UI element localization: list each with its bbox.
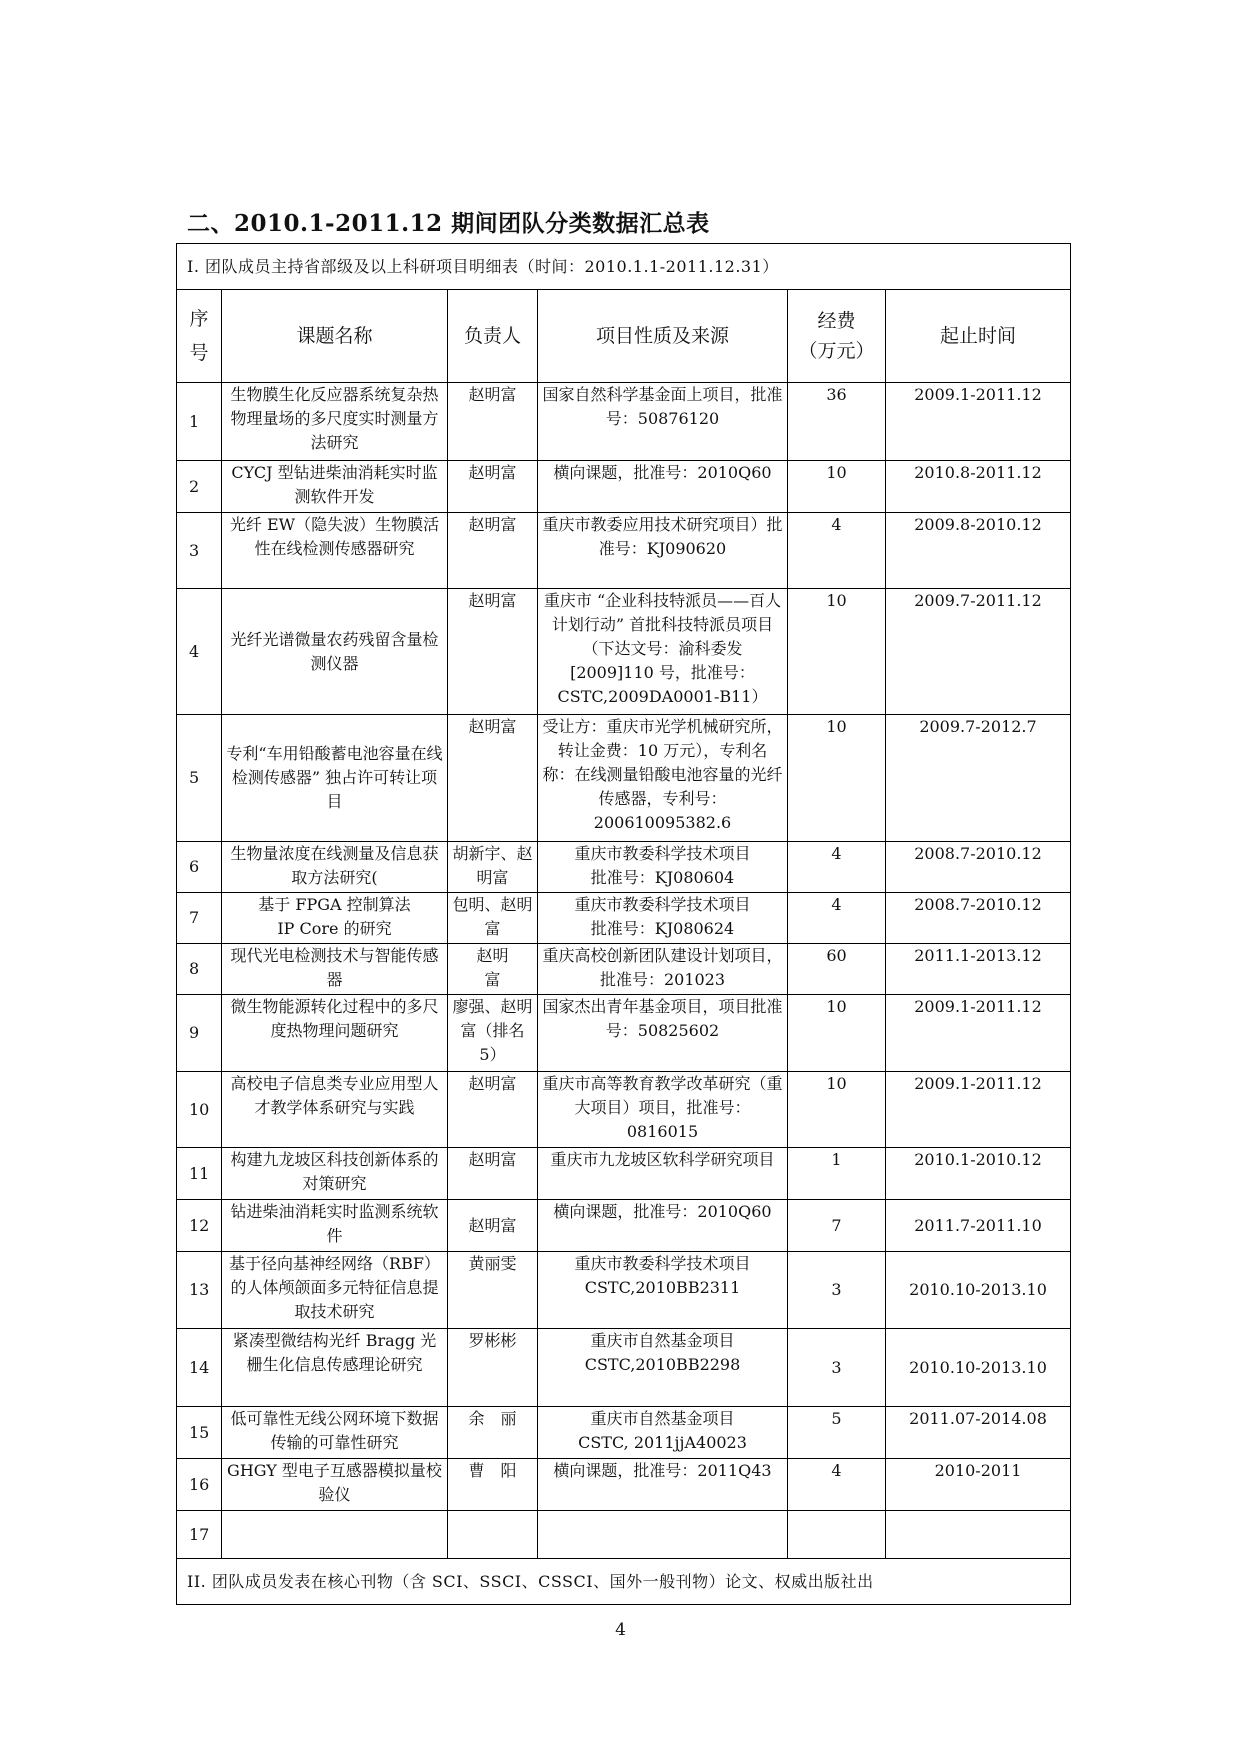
project-period: 2009.8-2010.12	[886, 513, 1071, 589]
row-number: 12	[177, 1200, 222, 1252]
project-period: 2010-2011	[886, 1459, 1071, 1511]
project-funding: 10	[788, 715, 886, 842]
project-source: 重庆市教委科学技术项目 批准号：KJ080604	[538, 842, 788, 893]
project-title: 生物量浓度在线测量及信息获取方法研究(	[222, 842, 448, 893]
table-row	[177, 383, 1071, 461]
header-row	[177, 290, 1071, 383]
table-row	[177, 1148, 1071, 1200]
row-number: 6	[177, 842, 222, 893]
project-source: 横向课题，批准号：2010Q60	[538, 461, 788, 513]
project-title	[222, 1511, 448, 1559]
project-funding: 36	[788, 383, 886, 461]
project-source: 国家杰出青年基金项目，项目批准号：50825602	[538, 995, 788, 1072]
row-number: 11	[177, 1148, 222, 1200]
project-source: 重庆市教委科学技术项目 批准号：KJ080624	[538, 893, 788, 944]
project-source: 重庆市高等教育教学改革研究（重大项目）项目，批准号：0816015	[538, 1072, 788, 1148]
section2-title: II. 团队成员发表在核心刊物（含 SCI、SSCI、CSSCI、国外一般刊物）论文、权威出版社出	[177, 1559, 1071, 1605]
project-source: 重庆市九龙坡区软科学研究项目	[538, 1148, 788, 1200]
row-number: 13	[177, 1252, 222, 1329]
project-period: 2010.10-2013.10	[886, 1252, 1071, 1329]
row-number: 9	[177, 995, 222, 1072]
project-title: 微生物能源转化过程中的多尺度热物理问题研究	[222, 995, 448, 1072]
project-title: 基于径向基神经网络（RBF）的人体颅颌面多元特征信息提取技术研究	[222, 1252, 448, 1329]
project-title: 现代光电检测技术与智能传感器	[222, 944, 448, 995]
header-period: 起止时间	[886, 290, 1071, 383]
table-row	[177, 842, 1071, 893]
page-number: 4	[615, 1620, 626, 1640]
row-number: 15	[177, 1407, 222, 1459]
project-leader: 廖强、赵明富（排名 5）	[448, 995, 538, 1072]
project-funding: 4	[788, 513, 886, 589]
project-period: 2009.1-2011.12	[886, 995, 1071, 1072]
project-funding: 4	[788, 842, 886, 893]
table-row	[177, 1072, 1071, 1148]
header-seq: 序 号	[177, 290, 222, 383]
project-source: 横向课题，批准号：2010Q60	[538, 1200, 788, 1252]
row-number: 2	[177, 461, 222, 513]
project-leader: 赵明富	[448, 1148, 538, 1200]
project-title: 钻进柴油消耗实时监测系统软件	[222, 1200, 448, 1252]
section1-title: I. 团队成员主持省部级及以上科研项目明细表（时间：2010.1.1-2011.12.31）	[177, 244, 1071, 290]
project-period: 2010.8-2011.12	[886, 461, 1071, 513]
row-number: 16	[177, 1459, 222, 1511]
table-row	[177, 944, 1071, 995]
project-period: 2010.10-2013.10	[886, 1329, 1071, 1407]
project-title: CYCJ 型钻进柴油消耗实时监测软件开发	[222, 461, 448, 513]
project-leader: 胡新宇、赵明富	[448, 842, 538, 893]
project-funding: 10	[788, 461, 886, 513]
project-source: 重庆市教委应用技术研究项目）批准号：KJ090620	[538, 513, 788, 589]
project-period: 2009.1-2011.12	[886, 1072, 1071, 1148]
table-row	[177, 995, 1071, 1072]
project-leader: 黄丽雯	[448, 1252, 538, 1329]
project-funding: 4	[788, 893, 886, 944]
header-funding: 经费 （万元）	[788, 290, 886, 383]
project-period: 2008.7-2010.12	[886, 842, 1071, 893]
table-row	[177, 1252, 1071, 1329]
table-row	[177, 1200, 1071, 1252]
project-leader	[448, 1511, 538, 1559]
table-row	[177, 461, 1071, 513]
project-title: 光纤光谱微量农药残留含量检测仪器	[222, 589, 448, 715]
table-row	[177, 1329, 1071, 1407]
project-funding: 7	[788, 1200, 886, 1252]
row-number: 8	[177, 944, 222, 995]
table-row	[177, 715, 1071, 842]
page-heading: 二、2010.1-2011.12 期间团队分类数据汇总表	[187, 210, 710, 237]
project-funding: 10	[788, 995, 886, 1072]
project-period: 2008.7-2010.12	[886, 893, 1071, 944]
project-source: 横向课题，批准号：2011Q43	[538, 1459, 788, 1511]
row-number: 5	[177, 715, 222, 842]
project-leader: 赵明富	[448, 715, 538, 842]
project-period	[886, 1511, 1071, 1559]
project-funding: 4	[788, 1459, 886, 1511]
project-title: 基于 FPGA 控制算法 IP Core 的研究	[222, 893, 448, 944]
project-leader: 赵明富	[448, 461, 538, 513]
row-number: 1	[177, 383, 222, 461]
table-row	[177, 1407, 1071, 1459]
project-title: 高校电子信息类专业应用型人才教学体系研究与实践	[222, 1072, 448, 1148]
project-source: 重庆高校创新团队建设计划项目，批准号：201023	[538, 944, 788, 995]
project-funding	[788, 1511, 886, 1559]
project-period: 2009.7-2011.12	[886, 589, 1071, 715]
project-period: 2011.7-2011.10	[886, 1200, 1071, 1252]
project-leader: 赵明富	[448, 513, 538, 589]
project-leader: 赵明富	[448, 589, 538, 715]
row-number: 14	[177, 1329, 222, 1407]
row-number: 17	[177, 1511, 222, 1559]
project-period: 2009.1-2011.12	[886, 383, 1071, 461]
section1-title-row	[177, 244, 1071, 290]
project-source: 重庆市教委科学技术项目 CSTC,2010BB2311	[538, 1252, 788, 1329]
project-funding: 5	[788, 1407, 886, 1459]
row-number: 3	[177, 513, 222, 589]
project-funding: 3	[788, 1252, 886, 1329]
project-funding: 10	[788, 589, 886, 715]
table-row	[177, 513, 1071, 589]
project-source: 重庆市自然基金项目 CSTC, 2011jjA40023	[538, 1407, 788, 1459]
project-leader: 罗彬彬	[448, 1329, 538, 1407]
project-leader: 赵明富	[448, 1072, 538, 1148]
project-title: GHGY 型电子互感器模拟量校验仪	[222, 1459, 448, 1511]
project-leader: 赵明富	[448, 383, 538, 461]
project-period: 2010.1-2010.12	[886, 1148, 1071, 1200]
project-title: 光纤 EW（隐失波）生物膜活性在线检测传感器研究	[222, 513, 448, 589]
header-leader: 负责人	[448, 290, 538, 383]
project-period: 2011.07-2014.08	[886, 1407, 1071, 1459]
project-source	[538, 1511, 788, 1559]
section2-title-row	[177, 1559, 1071, 1605]
summary-table	[176, 243, 1071, 1605]
project-period: 2011.1-2013.12	[886, 944, 1071, 995]
project-source: 重庆市 “企业科技特派员——百人计划行动” 首批科技特派员项目（下达文号：渝科委发[2009]110 号，批准号：CSTC,2009DA0001-B11）	[538, 589, 788, 715]
project-leader: 包明、赵明富	[448, 893, 538, 944]
project-funding: 10	[788, 1072, 886, 1148]
row-number: 7	[177, 893, 222, 944]
header-source: 项目性质及来源	[538, 290, 788, 383]
row-number: 4	[177, 589, 222, 715]
project-leader: 赵明 富	[448, 944, 538, 995]
project-title: 专利“车用铅酸蓄电池容量在线检测传感器” 独占许可转让项目	[222, 715, 448, 842]
project-funding: 60	[788, 944, 886, 995]
project-title: 构建九龙坡区科技创新体系的对策研究	[222, 1148, 448, 1200]
table-row	[177, 589, 1071, 715]
project-leader: 赵明富	[448, 1200, 538, 1252]
table-row	[177, 1459, 1071, 1511]
project-source: 受让方：重庆市光学机械研究所，转让金费：10 万元），专利名称：在线测量铅酸电池容量的光纤传感器，专利号：200610095382.6	[538, 715, 788, 842]
project-period: 2009.7-2012.7	[886, 715, 1071, 842]
project-source: 重庆市自然基金项目 CSTC,2010BB2298	[538, 1329, 788, 1407]
project-funding: 3	[788, 1329, 886, 1407]
table-row	[177, 1511, 1071, 1559]
header-title: 课题名称	[222, 290, 448, 383]
project-leader: 曹 阳	[448, 1459, 538, 1511]
row-number: 10	[177, 1072, 222, 1148]
project-source: 国家自然科学基金面上项目，批准号：50876120	[538, 383, 788, 461]
project-title: 生物膜生化反应器系统复杂热物理量场的多尺度实时测量方法研究	[222, 383, 448, 461]
table-row	[177, 893, 1071, 944]
project-title: 低可靠性无线公网环境下数据传输的可靠性研究	[222, 1407, 448, 1459]
project-funding: 1	[788, 1148, 886, 1200]
project-title: 紧凑型微结构光纤 Bragg 光栅生化信息传感理论研究	[222, 1329, 448, 1407]
project-leader: 余 丽	[448, 1407, 538, 1459]
